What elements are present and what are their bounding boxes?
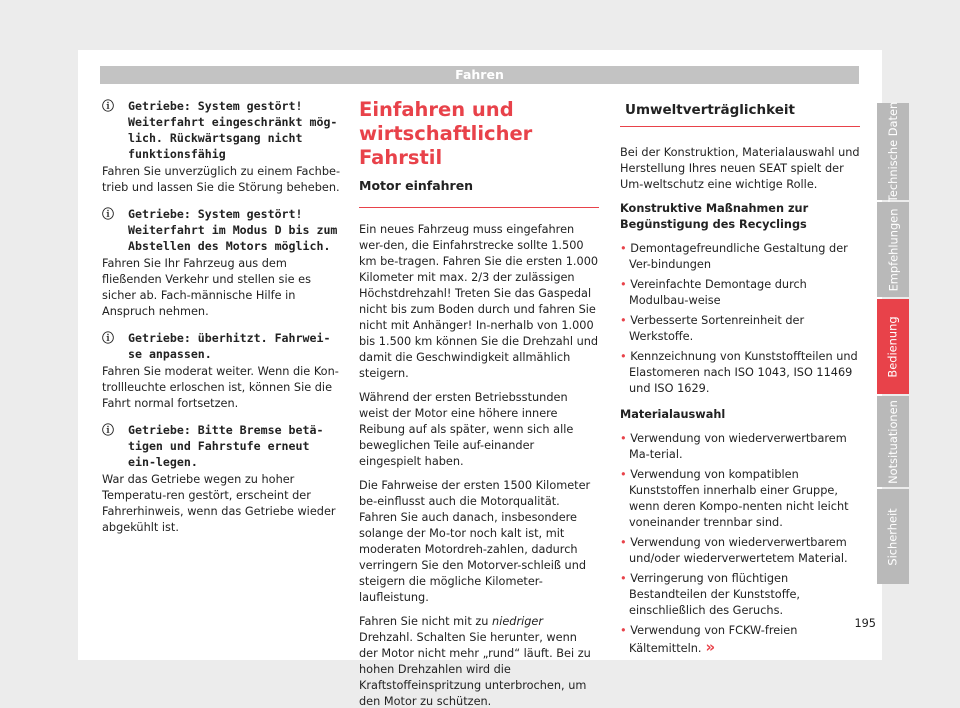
paragraph: Während der ersten Betriebsstunden weist der Motor eine höhere innere Reibung auf als später, wenn sich alle beweglichen Teile auf-einander eingespielt haben.: [359, 391, 574, 468]
tab-label: Notsituationen: [886, 399, 900, 484]
warning-2: [102, 206, 342, 254]
tab-label: Sicherheit: [886, 507, 901, 566]
paragraph: [359, 614, 599, 708]
tab-label: Technische Daten: [886, 101, 901, 202]
tab-label: Bedienung: [886, 315, 900, 378]
chapter-title: Einfahren und wirtschaftlicher Fahrstil: [359, 98, 533, 169]
list-item: [620, 313, 860, 345]
column-environment: [620, 98, 860, 661]
subsection-title: Motor einfahren: [359, 178, 474, 193]
emphasis: niedriger: [492, 615, 543, 628]
warning-icon: ⓘ: [102, 331, 115, 345]
text-run: Fahren Sie nicht mit zu: [359, 615, 493, 628]
subheading: Materialauswahl: [620, 408, 726, 421]
column-running-in: [359, 98, 599, 708]
page-number: 195: [854, 617, 876, 630]
bullet: •: [620, 350, 627, 363]
bullet: •: [620, 624, 627, 637]
list-item: [620, 349, 860, 397]
list-item-text: Vereinfachte Demontage durch Modulbau-weise: [629, 278, 807, 307]
warning-text: Fahren Sie moderat weiter. Wenn die Kon-trollleuchte erloschen ist, können Sie die Fahrt normal fortsetzen.: [102, 365, 339, 410]
warning-text: War das Getriebe wegen zu hoher Temperatu-ren gestört, erscheint der Fahrerhinweis, wenn das Getriebe wieder abgekühlt ist.: [102, 473, 336, 534]
warning-3: [102, 330, 342, 362]
tab-bedienung[interactable]: [877, 299, 909, 394]
list-item-text: Verringerung von flüchtigen Bestandteilen der Kunststoffe, einschließlich des Geruchs.: [629, 572, 801, 617]
warning-icon: ⓘ: [102, 99, 115, 113]
text-run: Drehzahl. Schalten Sie herunter, wenn der Motor nicht mehr „rund“ läuft. Bei zu hohen Drehzahlen wird die Kraftstoffeinspritzung unterbrochen, um den Motor zu schützen.: [359, 631, 591, 708]
bullet: •: [620, 432, 627, 445]
warning-text: Fahren Sie Ihr Fahrzeug aus dem fließenden Verkehr und stellen sie es sicher ab. Fach-männische Hilfe in Anspruch nehmen.: [102, 257, 311, 318]
column-warnings: [102, 98, 342, 546]
tab-technische-daten[interactable]: [877, 103, 909, 200]
paragraph: Ein neues Fahrzeug muss eingefahren wer-den, die Einfahrstrecke sollte 1.500 km be-tragen. Fahren Sie die ersten 1.000 Kilometer mit max. 2/3 der zulässigen Höchstdrehzahl! Treten Sie das Gaspedal nicht bis zum Boden durch und fahren Sie nicht mit Anhänger! In-nerhalb von 1.000 bis 1.500 km können Sie die Drehzahl und damit die Geschwindigkeit allmählich steigern.: [359, 223, 599, 380]
paragraph: Die Fahrweise der ersten 1500 Kilometer be-einflusst auch die Motorqualität. Fahren Sie auch danach, insbesondere solange der Mo-tor noch kalt ist, mit moderaten Motordreh-zahlen, dadurch verringern Sie den Motorver-schleiß und steigern die mögliche Kilometer-laufleistung.: [359, 479, 591, 604]
warning-4: [102, 422, 342, 470]
tab-notsituationen[interactable]: [877, 396, 909, 487]
paragraph: Bei der Konstruktion, Materialauswahl und Herstellung Ihres neuen SEAT spielt der Um-weltschutz eine wichtige Rolle.: [620, 146, 860, 191]
list-item-text: Verwendung von wiederverwertbarem und/oder wiederverwertetem Material.: [629, 536, 848, 565]
list-item: [620, 535, 860, 567]
warning-text: Fahren Sie unverzüglich zu einem Fachbe-trieb und lassen Sie die Störung beheben.: [102, 165, 341, 194]
list-item: [620, 623, 860, 657]
warning-title: Getriebe: System gestört! Weiterfahrt im Modus D bis zum Abstellen des Motors möglich.: [128, 207, 338, 253]
section-title: Fahren: [455, 67, 504, 82]
continue-arrow-icon: »: [705, 638, 716, 656]
tab-sicherheit[interactable]: [877, 489, 909, 584]
bullet: •: [620, 278, 627, 291]
list-item-text: Verwendung von wiederverwertbarem Ma-terial.: [629, 432, 847, 461]
list-item-text: Kennzeichnung von Kunststoffteilen und Elastomeren nach ISO 1043, ISO 11469 und ISO 1629.: [629, 350, 858, 395]
bullet: •: [620, 468, 627, 481]
bullet: •: [620, 572, 627, 585]
list-item-text: Verbesserte Sortenreinheit der Werkstoffe.: [629, 314, 805, 343]
list-item-text: Verwendung von FCKW-freien Kältemitteln.: [629, 624, 798, 655]
list-item: [620, 467, 860, 531]
list-item: [620, 241, 860, 273]
bullet: •: [620, 242, 627, 255]
warning-title: Getriebe: System gestört! Weiterfahrt eingeschränkt mög-lich. Rückwärtsgang nicht funktionsfähig: [128, 99, 338, 161]
list-item: [620, 431, 860, 463]
warning-icon: ⓘ: [102, 207, 115, 221]
tab-empfehlungen[interactable]: [877, 202, 909, 297]
bullet: •: [620, 536, 627, 549]
list-item-text: Demontagefreundliche Gestaltung der Ver-bindungen: [629, 242, 848, 271]
list-item: [620, 277, 860, 309]
section-heading: Umweltverträglichkeit: [625, 102, 795, 118]
list-item: [620, 571, 860, 619]
warning-icon: ⓘ: [102, 423, 115, 437]
warning-title: Getriebe: Bitte Bremse betä-tigen und Fahrstufe erneut ein-legen.: [128, 423, 324, 469]
subheading: Konstruktive Maßnahmen zur Begünstigung des Recyclings: [620, 202, 809, 231]
red-divider: [359, 207, 599, 208]
bullet: •: [620, 314, 627, 327]
warning-title: Getriebe: überhitzt. Fahrwei-se anpassen.: [128, 331, 331, 361]
warning-1: [102, 98, 342, 162]
tab-label: Empfehlungen: [886, 208, 901, 291]
list-item-text: Verwendung von kompatiblen Kunststoffen innerhalb einer Gruppe, wenn deren Kompo-nenten nicht leicht voneinander trennbar sind.: [629, 468, 849, 529]
red-divider: [620, 126, 860, 127]
